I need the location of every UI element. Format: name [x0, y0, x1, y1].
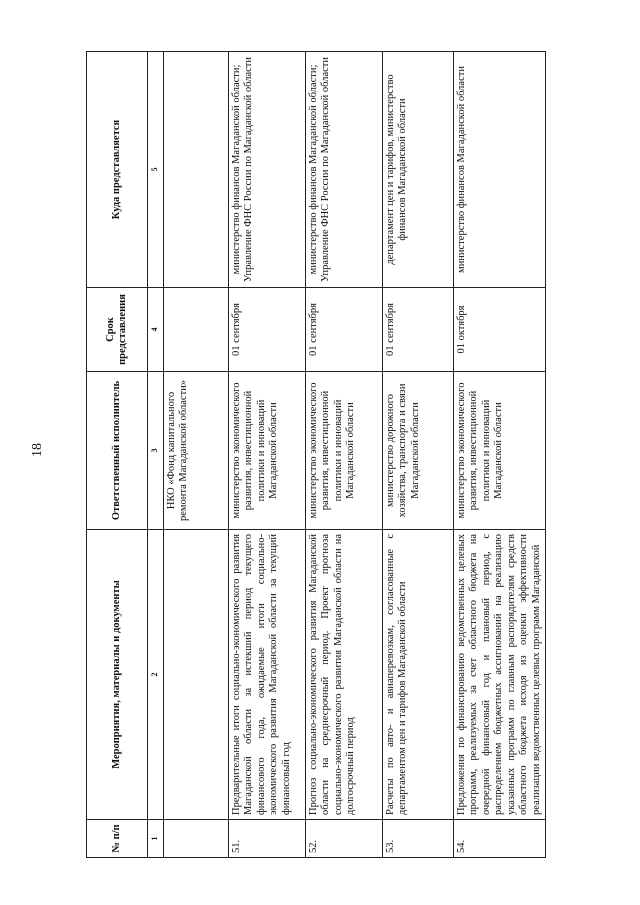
row-recipient: департамент цен и тарифов, министерство финансов Магаданской области	[382, 52, 453, 288]
rotated-table-wrapper	[86, 52, 542, 858]
table-row	[453, 52, 546, 858]
page-number: 18	[30, 443, 45, 457]
table-row	[305, 52, 382, 858]
row-events: Предварительные итоги социально-экономического развития Магаданской области за истекший период текущего финансового года, ожидаемые итоги социально-экономического развития Магаданской области за текущий финансовый год	[228, 530, 305, 820]
document-table-area	[86, 52, 542, 858]
row-number: 51.	[228, 820, 305, 858]
row-events: Расчеты по авто- и авиаперевозкам, согласованные с департаментом цен и тарифов Магаданской области	[382, 530, 453, 820]
row-deadline	[163, 288, 228, 372]
row-deadline: 01 сентября	[305, 288, 382, 372]
header-recipient: Куда представляется	[87, 52, 148, 288]
plan-table	[86, 51, 546, 858]
row-executor: министерство экономического развития, инвестиционной политики и инноваций Магаданской области	[228, 372, 305, 530]
header-num: № п/п	[87, 820, 148, 858]
header-executor: Ответственный исполнитель	[87, 372, 148, 530]
row-executor: министерство дорожного хозяйства, транспорта и связи Магаданской области	[382, 372, 453, 530]
column-number: 5	[148, 52, 164, 288]
row-executor: министерство экономического развития, инвестиционной политики и инноваций Магаданской области	[305, 372, 382, 530]
row-deadline: 01 октября	[453, 288, 546, 372]
header-events: Мероприятия, материалы и документы	[87, 530, 148, 820]
row-recipient: министерство финансов Магаданской области; Управление ФНС России по Магаданской области	[305, 52, 382, 288]
row-events: Прогноз социально-экономического развития Магаданской области на среднесрочный период. Проект прогноза социально-экономического развития Магаданской области на долгосрочный период	[305, 530, 382, 820]
row-deadline: 01 сентября	[228, 288, 305, 372]
table-row	[228, 52, 305, 858]
row-number: 54.	[453, 820, 546, 858]
column-number: 4	[148, 288, 164, 372]
row-executor: НКО «Фонд капитального ремонта Магаданской области»	[163, 372, 228, 530]
column-number: 1	[148, 820, 164, 858]
row-number: 53.	[382, 820, 453, 858]
row-events	[163, 530, 228, 820]
header-deadline: Срок представления	[87, 288, 148, 372]
column-number: 3	[148, 372, 164, 530]
column-number-row	[148, 52, 164, 858]
row-deadline: 01 сентября	[382, 288, 453, 372]
table-row	[163, 52, 228, 858]
table-row	[382, 52, 453, 858]
row-recipient	[163, 52, 228, 288]
column-number: 2	[148, 530, 164, 820]
row-number: 52.	[305, 820, 382, 858]
row-recipient: министерство финансов Магаданской области	[453, 52, 546, 288]
row-events: Предложения по финансированию ведомственных целевых программ, реализуемых за счет областного бюджета на очередной финансовый год и плановый период, с распределением бюджетных ассигнований на реализацию указанных программ по главным распорядителям средств областного бюджета исходя из оценки эффективности реализации ведомственных целевых программ Магаданской	[453, 530, 546, 820]
header-row	[87, 52, 148, 858]
row-number	[163, 820, 228, 858]
row-recipient: министерство финансов Магаданской области; Управление ФНС России по Магаданской области	[228, 52, 305, 288]
row-executor: министерство экономического развития, инвестиционной политики и инноваций Магаданской области	[453, 372, 546, 530]
